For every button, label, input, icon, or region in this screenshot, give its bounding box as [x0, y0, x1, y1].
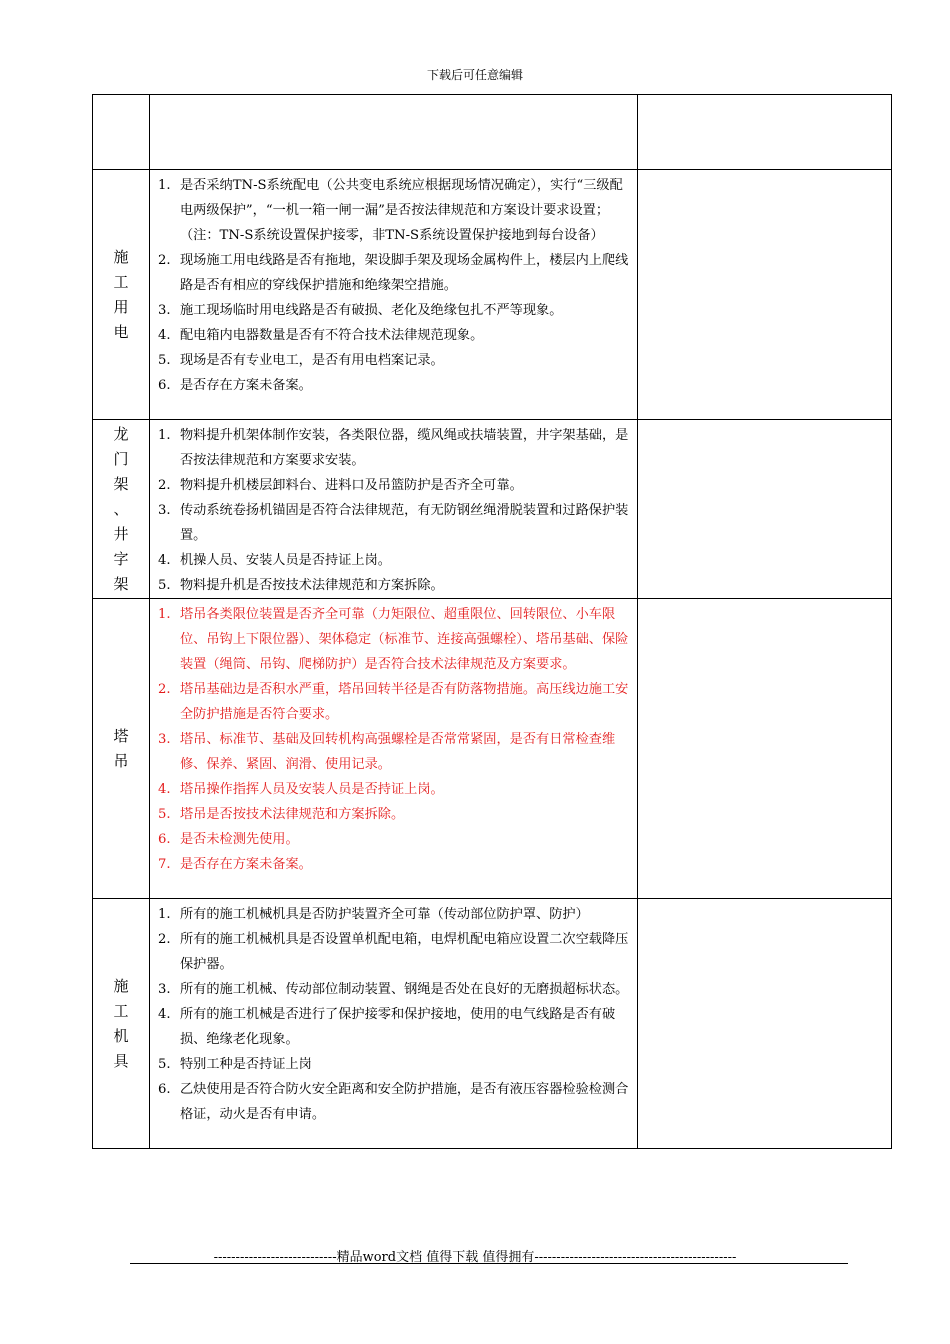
check-items-cell: [150, 95, 638, 170]
check-item-number: 2.: [158, 478, 171, 493]
check-item-number: 1.: [158, 178, 171, 193]
check-item: [158, 727, 631, 777]
check-item-number: 1.: [158, 607, 171, 622]
table-row: [93, 95, 892, 170]
check-item-text: 塔吊基础边是否积水严重，塔吊回转半径是否有防落物措施。高压线边施工安全防护措施是否符合要求。: [180, 682, 629, 722]
category-label: 塔 吊: [113, 726, 129, 770]
table-row: [93, 599, 892, 899]
check-item: [158, 473, 631, 498]
check-item-text: 所有的施工机械机具是否设置单机配电箱，电焊机配电箱应设置二次空载降压保护器。: [180, 932, 629, 972]
check-item: [158, 173, 631, 248]
table-row: [93, 420, 892, 599]
remarks-cell[interactable]: [638, 170, 892, 420]
check-item: [158, 827, 631, 852]
table-row: [93, 899, 892, 1149]
check-item-number: 1.: [158, 907, 171, 922]
check-item-text: 所有的施工机械是否进行了保护接零和保护接地，使用的电气线路是否有破损、绝缘老化现象。: [180, 1007, 616, 1047]
check-item-text: 传动系统卷扬机锚固是否符合法律规范，有无防钢丝绳滑脱装置和过路保护装置。: [180, 503, 629, 543]
check-item-number: 6.: [158, 1082, 171, 1097]
check-item-number: 1.: [158, 428, 171, 443]
category-cell: [93, 599, 150, 899]
category-label: 龙 门 架 、 井 字 架: [113, 424, 129, 593]
check-item-number: 3.: [158, 982, 171, 997]
table-row: [93, 170, 892, 420]
footer-divider: [130, 1263, 848, 1264]
check-item-text: 所有的施工机械机具是否防护装置齐全可靠（传动部位防护罩、防护）: [180, 907, 589, 922]
check-item-number: 2.: [158, 682, 171, 697]
check-item-number: 5.: [158, 353, 171, 368]
check-item-number: 3.: [158, 303, 171, 318]
check-item-number: 6.: [158, 378, 171, 393]
check-item-text: 塔吊各类限位装置是否齐全可靠（力矩限位、超重限位、回转限位、小车限位、吊钩上下限位器）、架体稳定（标准节、连接高强螺栓）、塔吊基础、保险装置（绳筒、吊钩、爬梯防护）是否符合技术法律规范及方案要求。: [180, 607, 629, 672]
check-item: [158, 373, 631, 398]
check-item: [158, 323, 631, 348]
check-item-number: 2.: [158, 932, 171, 947]
check-item: [158, 927, 631, 977]
check-item: [158, 602, 631, 677]
check-items-cell: [150, 599, 638, 899]
check-item: [158, 677, 631, 727]
category-cell: [93, 170, 150, 420]
remarks-cell[interactable]: [638, 599, 892, 899]
check-item: [158, 1077, 631, 1127]
check-item-text: 现场施工用电线路是否有拖地，架设脚手架及现场金属构件上，楼层内上爬线路是否有相应的穿线保护措施和绝缘架空措施。: [180, 253, 629, 293]
check-item: [158, 802, 631, 827]
check-item-text: 物料提升机是否按技术法律规范和方案拆除。: [180, 578, 444, 593]
check-item-text: 是否存在方案未备案。: [180, 378, 312, 393]
check-item-text: 塔吊、标准节、基础及回转机构高强螺栓是否常常紧固，是否有日常检查维修、保养、紧固、润滑、使用记录。: [180, 732, 616, 772]
category-cell: [93, 95, 150, 170]
check-item: [158, 573, 631, 598]
remarks-cell[interactable]: [638, 420, 892, 599]
check-item-number: 4.: [158, 328, 171, 343]
check-item: [158, 977, 631, 1002]
check-item-number: 7.: [158, 857, 171, 872]
check-item-text: 配电箱内电器数量是否有不符合技术法律规范现象。: [180, 328, 484, 343]
page-header: 下载后可任意编辑: [426, 68, 523, 82]
check-item-text: 施工现场临时用电线路是否有破损、老化及绝缘包扎不严等现象。: [180, 303, 563, 318]
check-item: [158, 298, 631, 323]
check-items-cell: [150, 420, 638, 599]
check-item-number: 5.: [158, 578, 171, 593]
check-item-text: 物料提升机楼层卸料台、进料口及吊篮防护是否齐全可靠。: [180, 478, 523, 493]
check-item-text: 是否存在方案未备案。: [180, 857, 312, 872]
check-item-number: 3.: [158, 732, 171, 747]
check-item: [158, 1002, 631, 1052]
check-item: [158, 902, 631, 927]
check-item-text: 是否未检测先使用。: [180, 832, 299, 847]
check-item-text: 机操人员、安装人员是否持证上岗。: [180, 553, 391, 568]
check-item-number: 5.: [158, 807, 171, 822]
check-item-text: 所有的施工机械、传动部位制动装置、钢绳是否处在良好的无磨损超标状态。: [180, 982, 629, 997]
check-item-text: 乙炔使用是否符合防火安全距离和安全防护措施，是否有液压容器检验检测合格证，动火是否有申请。: [180, 1082, 629, 1122]
remarks-cell[interactable]: [638, 899, 892, 1149]
page-footer: ----------------------------精品word文档 值得下载 值得拥有----------------------------------------------: [213, 1250, 737, 1265]
check-items-cell: [150, 899, 638, 1149]
remarks-cell[interactable]: [638, 95, 892, 170]
check-items-cell: [150, 170, 638, 420]
check-item: [158, 852, 631, 877]
check-item-number: 5.: [158, 1057, 171, 1072]
check-item-number: 4.: [158, 782, 171, 797]
check-item: [158, 1052, 631, 1077]
check-item-text: 现场是否有专业电工，是否有用电档案记录。: [180, 353, 444, 368]
category-cell: [93, 420, 150, 599]
check-item-text: 是否采纳TN-S系统配电（公共变电系统应根据现场情况确定），实行“三级配电两级保护”，“一机一箱一闸一漏”是否按法律规范和方案设计要求设置；（注：TN-S系统设置保护接零，非TN-S系统设置保护接地到每台设备）: [180, 178, 623, 243]
check-item: [158, 423, 631, 473]
check-item-number: 4.: [158, 1007, 171, 1022]
check-item: [158, 248, 631, 298]
check-item-text: 塔吊操作指挥人员及安装人员是否持证上岗。: [180, 782, 444, 797]
check-item-text: 特别工种是否持证上岗: [180, 1057, 312, 1072]
category-label: 施 工 机 具: [113, 976, 129, 1070]
inspection-table: [92, 94, 892, 1149]
check-item: [158, 348, 631, 373]
category-cell: [93, 899, 150, 1149]
check-item-number: 2.: [158, 253, 171, 268]
check-item: [158, 498, 631, 548]
check-item-number: 3.: [158, 503, 171, 518]
check-item-number: 6.: [158, 832, 171, 847]
check-item-number: 4.: [158, 553, 171, 568]
category-label: 施 工 用 电: [113, 247, 129, 341]
check-item-text: 塔吊是否按技术法律规范和方案拆除。: [180, 807, 405, 822]
check-item: [158, 777, 631, 802]
check-item-text: 物料提升机架体制作安装，各类限位器，缆风绳或扶墙装置，井字架基础，是否按法律规范和方案要求安装。: [180, 428, 629, 468]
check-item: [158, 548, 631, 573]
